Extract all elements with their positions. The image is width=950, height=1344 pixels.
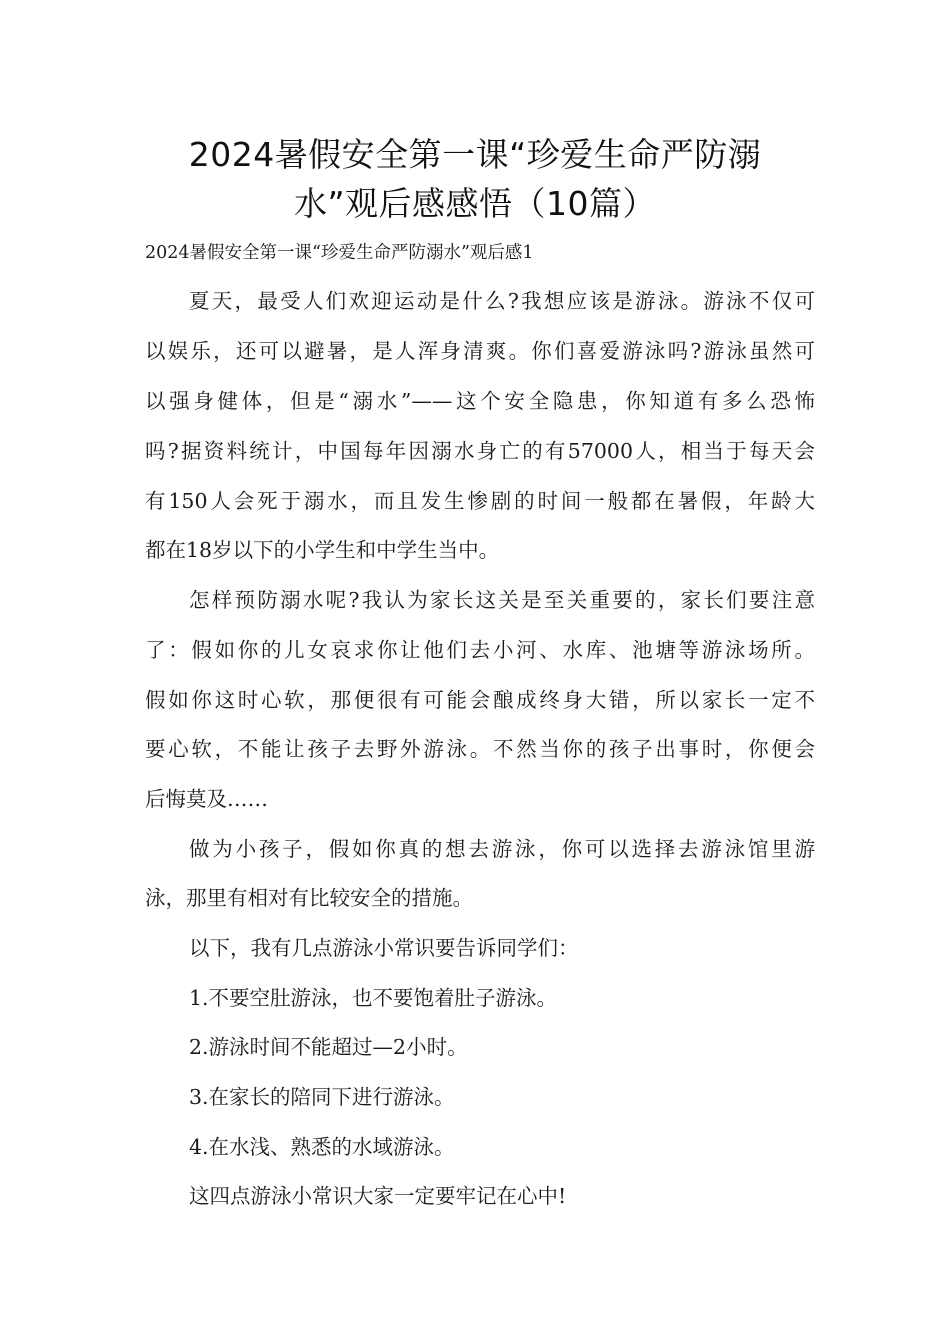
- paragraph-5: 这四点游泳小常识大家一定要牢记在心中!: [189, 1184, 567, 1208]
- paragraph-4: 以下，我有几点游泳小常识要告诉同学们：: [189, 936, 579, 960]
- paragraph-1-line-1: 夏天，最受人们欢迎运动是什么?我想应该是游泳。游泳不仅可: [189, 289, 815, 313]
- tip-item-4: 4.在水浅、熟悉的水域游泳。: [189, 1135, 455, 1159]
- section-heading: 2024暑假安全第一课“珍爱生命严防溺水”观后感1: [145, 243, 534, 263]
- paragraph-1-line-3: 以强身健体，但是“溺水”——这个安全隐患，你知道有多么恐怖: [145, 389, 815, 413]
- paragraph-3-line-1: 做为小孩子，假如你真的想去游泳，你可以选择去游泳馆里游: [189, 837, 815, 861]
- paragraph-2-line-3: 假如你这时心软，那便很有可能会酿成终身大错，所以家长一定不: [145, 688, 815, 712]
- paragraph-2-line-2: 了：假如你的儿女哀求你让他们去小河、水库、池塘等游泳场所。: [145, 638, 815, 662]
- paragraph-1-line-5: 有150人会死于溺水，而且发生惨剧的时间一般都在暑假，年龄大: [145, 489, 815, 513]
- paragraph-2-line-4: 要心软，不能让孩子去野外游泳。不然当你的孩子出事时，你便会: [145, 737, 815, 761]
- paragraph-3-line-2: 泳，那里有相对有比较安全的措施。: [145, 886, 473, 910]
- tip-item-1: 1.不要空肚游泳，也不要饱着肚子游泳。: [189, 986, 558, 1010]
- document-title-line-1: 2024暑假安全第一课“珍爱生命严防溺: [188, 135, 762, 174]
- tip-item-3: 3.在家长的陪同下进行游泳。: [189, 1085, 455, 1109]
- paragraph-1-line-2: 以娱乐，还可以避暑，是人浑身清爽。你们喜爱游泳吗?游泳虽然可: [145, 339, 815, 363]
- paragraph-1-line-4: 吗?据资料统计，中国每年因溺水身亡的有57000人，相当于每天会: [145, 439, 815, 463]
- paragraph-2-line-1: 怎样预防溺水呢?我认为家长这关是至关重要的，家长们要注意: [189, 588, 815, 612]
- tip-item-2: 2.游泳时间不能超过—2小时。: [189, 1035, 468, 1059]
- paragraph-1-line-6: 都在18岁以下的小学生和中学生当中。: [145, 538, 500, 562]
- document-title-line-2: 水”观后感感悟（10篇）: [293, 184, 657, 223]
- paragraph-2-line-5: 后悔莫及……: [145, 787, 268, 811]
